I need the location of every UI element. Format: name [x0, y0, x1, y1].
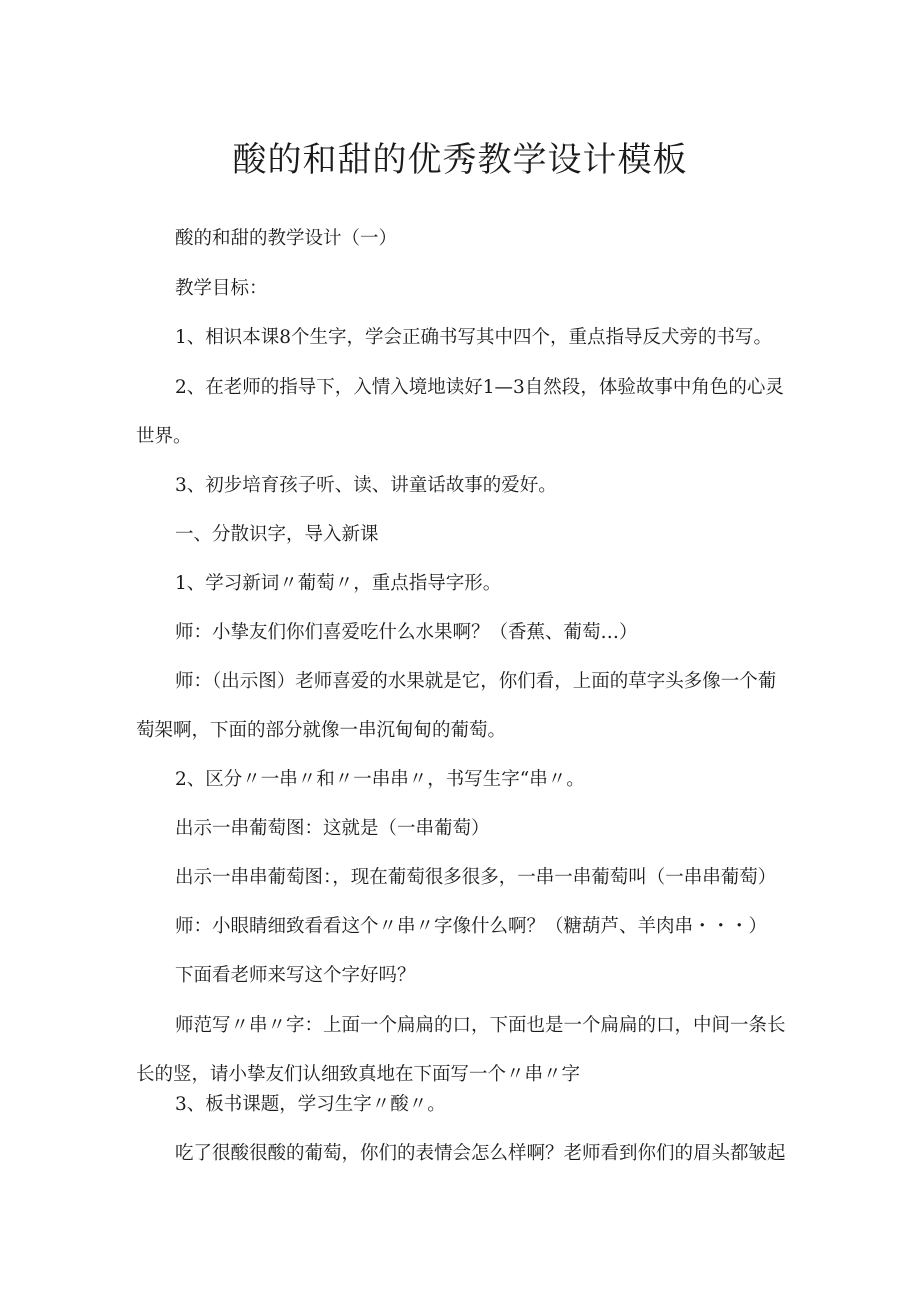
- paragraph: 师：小挚友们你们喜爱吃什么水果啊？（香蕉、葡萄…）: [175, 622, 638, 643]
- goal-2-continued: 世界。: [136, 426, 192, 447]
- document-title: 酸的和甜的优秀教学设计模板: [232, 140, 688, 180]
- paragraph: 师：（出示图）老师喜爱的水果就是它，你们看，上面的草字头多像一个葡: [175, 671, 777, 692]
- teaching-goals-heading: 教学目标：: [175, 278, 268, 299]
- goal-3: 3、初步培育孩子听、读、讲童话故事的爱好。: [175, 475, 557, 496]
- goal-1: 1、相识本课8个生字，学会正确书写其中四个，重点指导反犬旁的书写。: [175, 327, 773, 348]
- step-2: 2、区分〃一串〃和〃一串串〃，书写生字“串〃。: [175, 769, 585, 790]
- paragraph: 吃了很酸很酸的葡萄，你们的表情会怎么样啊？老师看到你们的眉头都皱起: [175, 1143, 786, 1164]
- goal-2: 2、在老师的指导下，入情入境地读好1—3自然段，体验故事中角色的心灵: [175, 377, 784, 398]
- section-heading: 酸的和甜的教学设计（一）: [175, 228, 398, 249]
- step-3: 3、板书课题，学习生字〃酸〃。: [175, 1094, 446, 1115]
- paragraph: 下面看老师来写这个字好吗？: [175, 965, 416, 986]
- paragraph: 师范写〃串〃字：上面一个扁扁的口，下面也是一个扁扁的口，中间一条长: [175, 1015, 786, 1036]
- paragraph: 师：小眼睛细致看看这个〃串〃字像什么啊？（糖葫芦、羊肉串・・・）: [175, 916, 768, 937]
- paragraph-continued: 萄架啊，下面的部分就像一串沉甸甸的葡萄。: [136, 720, 507, 741]
- paragraph-continued: 长的竖，请小挚友们认细致真地在下面写一个〃串〃字: [136, 1064, 581, 1085]
- paragraph: 出示一串串葡萄图：，现在葡萄很多很多，一串一串葡萄叫（一串串葡萄）: [175, 867, 777, 888]
- part-1-heading: 一、分散识字，导入新课: [175, 524, 379, 545]
- step-1: 1、学习新词〃葡萄〃，重点指导字形。: [175, 573, 502, 594]
- paragraph: 出示一串葡萄图：这就是（一串葡萄）: [175, 818, 490, 839]
